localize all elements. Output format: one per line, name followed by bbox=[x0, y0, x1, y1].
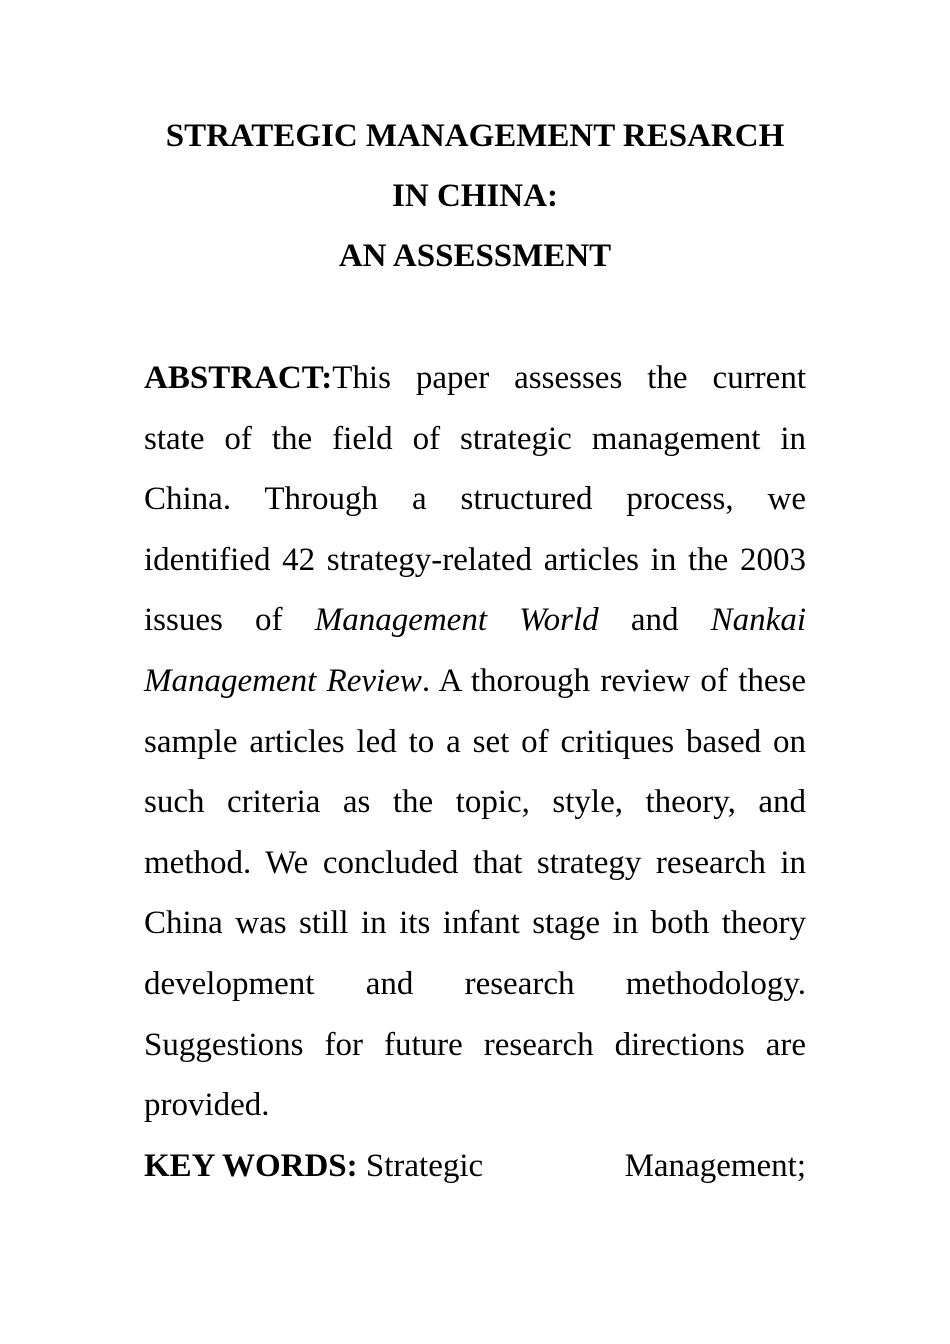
abstract-paragraph bbox=[144, 348, 806, 1136]
journal-name-2: Nankai Management Review bbox=[144, 602, 806, 699]
keywords-first bbox=[144, 1136, 483, 1196]
abstract-label: ABSTRACT: bbox=[144, 360, 333, 396]
title-line-1: STRATEGIC MANAGEMENT RESARCH bbox=[165, 118, 785, 154]
abstract-text-part2: and bbox=[598, 602, 711, 639]
keywords-label: KEY WORDS: bbox=[144, 1148, 358, 1184]
journal-name-1: Management World bbox=[314, 602, 599, 639]
title-line-3: AN ASSESSMENT bbox=[338, 238, 612, 274]
keywords-line bbox=[144, 1136, 806, 1196]
keyword-strategic: Strategic bbox=[365, 1148, 484, 1184]
abstract-text-part3: . A thorough review of these sample articles led to a set of critiques based on such criteria as the topic, style, theory, and method. We concluded that strategy research in China was still in its infant stage in both theory development and research methodology. Suggestions for future research directions are provided. bbox=[144, 662, 806, 1124]
paper-title bbox=[144, 106, 806, 286]
title-line-2: IN CHINA: bbox=[392, 178, 558, 214]
keyword-management: Management; bbox=[624, 1148, 806, 1184]
abstract-text-part1: This paper assesses the current state of the field of strategic management in China. Through a structured process, we identified 42 strategy-related articles in the 2003 issues of bbox=[144, 360, 806, 639]
